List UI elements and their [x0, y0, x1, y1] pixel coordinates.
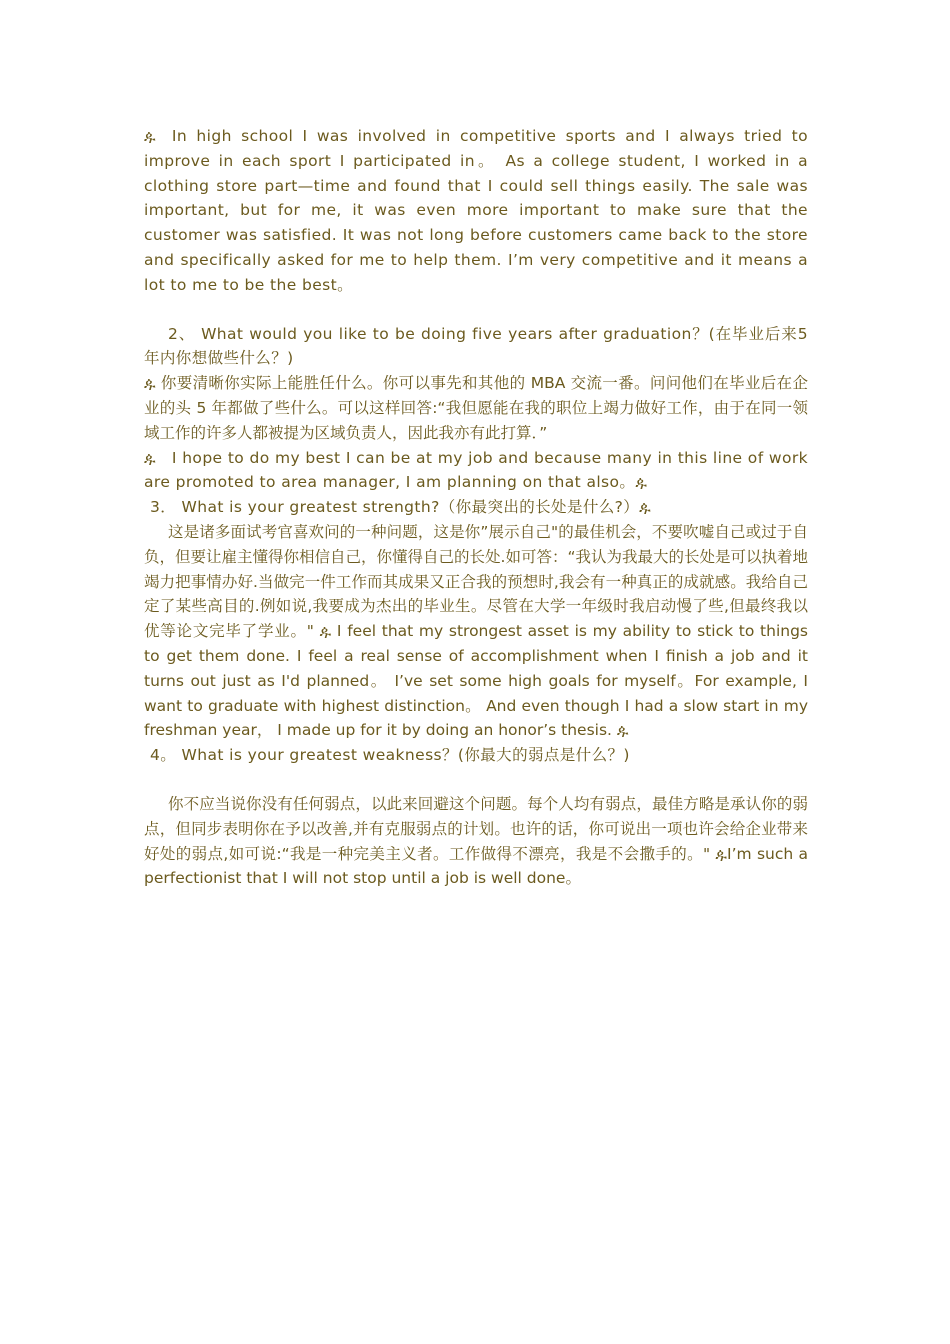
- question-4-advice-and-answer: 你不应当说你没有任何弱点，以此来回避这个问题。每个人均有弱点，最佳方略是承认你的弱点，但同步表明你在予以改善,并有克服弱点的计划。也许的话，你可说出一项也许会给企业带来好处的弱点,如可说:“我是一种完美主义者。工作做得不漂亮，我是不会撒手的。" ዹI’m such a perfectionist that I will not stop until a job is well done。: [144, 794, 808, 888]
- question-2-advice: ዹ 你要清晰你实际上能胜任什么。你可以事先和其他的 MBA 交流一番。问问他们在毕业后在企业的头 5 年都做了些什么。可以这样回答:“我但愿能在我的职位上竭力做好工作，由于在同一领域工作的许多人都被提为区域负责人，因此我亦有此打算．”: [144, 374, 808, 442]
- question-4-heading: 4。 What is your greatest weakness？(你最大的弱点是什么？): [150, 746, 630, 765]
- question-3-heading: 3． What is your greatest strength?（你最突出的长处是什么?）ዹ: [150, 498, 652, 517]
- paragraph-gap: [144, 768, 808, 792]
- paragraph-gap: [144, 298, 808, 322]
- document-page: [144, 124, 808, 891]
- paragraph-high-school: ዹ In high school I was involved in competitive sports and I always tried to improve in each sport I participated in。 As a college student, I worked in a clothing store part—time and found that I could sell things easily. The sale was important, but for me, it was even more important to make sure that the customer was satisfied. It was not long before customers came back to the store and specifically asked for me to help them. I’m very competitive and it means a lot to me to be the best。: [144, 127, 808, 294]
- question-2-heading: 2、 What would you like to be doing five years after graduation？(在毕业后来5年内你想做些什么？): [144, 324, 808, 368]
- question-3-advice-and-answer: 这是诸多面试考官喜欢问的一种问题，这是你”展示自己"的最佳机会，不要吹嘘自己或过于自负，但要让雇主懂得你相信自己，你懂得自己的长处.如可答：“我认为我最大的长处是可以执着地竭力把事情办好.当做完一件工作而其成果又正合我的预想时,我会有一种真正的成就感。我给自己定了某些高目的.例如说,我要成为杰出的毕业生。尽管在大学一年级时我启动慢了些,但最终我以优等论文完毕了学业。" ዹ I feel that my strongest asset is my ability to stick to things to get them done. I feel a real sense of accomplishment when I finish a job and it turns out just as I'd planned。 I’ve set some high goals for myself。For example, I want to graduate with highest distinction。 And even though I had a slow start in my freshman year， I made up for it by doing an honor’s thesis. ዹ: [144, 522, 808, 740]
- question-2-answer: ዹ I hope to do my best I can be at my job and because many in this line of work are promoted to area manager, I am planning on that also。ዹ: [144, 448, 808, 492]
